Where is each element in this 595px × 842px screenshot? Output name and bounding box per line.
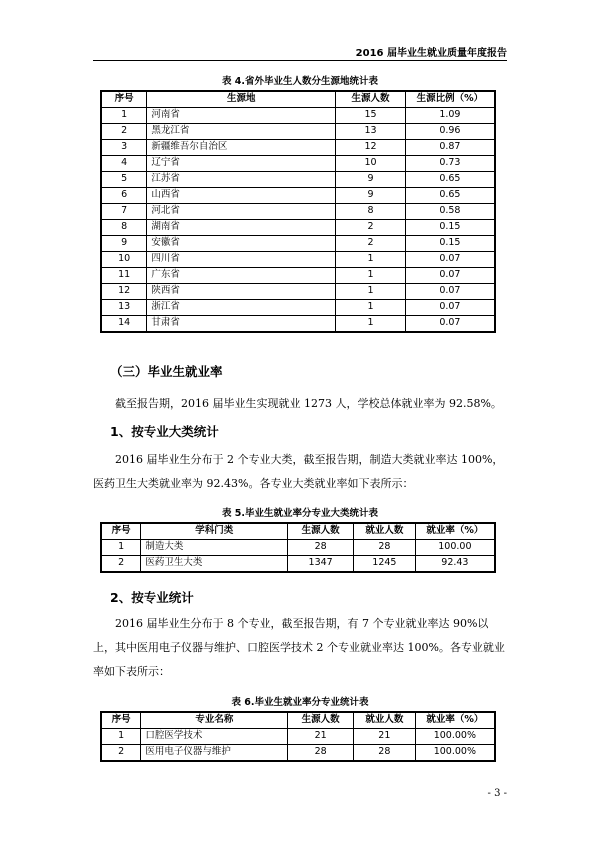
table4-cell: 8 (336, 204, 406, 220)
table4-cell: 辽宁省 (147, 156, 336, 172)
table6-caption: 表 6.毕业生就业率分专业统计表 (231, 697, 369, 708)
table5-caption: 表 5.毕业生就业率分专业大类统计表 (221, 508, 379, 519)
table4-cell: 陕西省 (147, 284, 336, 300)
table4-cell: 7 (101, 204, 147, 220)
table4-cell: 浙江省 (147, 300, 336, 316)
table-row (101, 540, 495, 556)
table4-cell: 9 (101, 236, 147, 252)
table4-cell: 安徽省 (147, 236, 336, 252)
table4-cell: 湖南省 (147, 220, 336, 236)
table6-cell: 2 (101, 745, 141, 762)
table4-cell: 0.07 (405, 300, 495, 316)
table-row (101, 140, 495, 156)
table-row (101, 108, 495, 124)
table-row (101, 300, 495, 316)
table4-cell: 0.07 (405, 284, 495, 300)
table4-header-cell: 序号 (101, 91, 147, 108)
table6-cell: 21 (354, 729, 416, 745)
table6-cell: 28 (354, 745, 416, 762)
table4-cell: 9 (336, 172, 406, 188)
table4-cell: 0.07 (405, 316, 495, 333)
table4-cell: 山西省 (147, 188, 336, 204)
table4-cell: 0.65 (405, 188, 495, 204)
table5-cell: 1245 (354, 556, 416, 573)
table-row (101, 316, 495, 333)
table-row (101, 268, 495, 284)
table4-cell: 江苏省 (147, 172, 336, 188)
table5 (100, 522, 496, 573)
table6-cell: 100.00% (415, 729, 495, 745)
table4-body (101, 108, 495, 333)
running-header: 2016 届毕业生就业质量年度报告 (355, 48, 507, 59)
table4-cell: 2 (336, 236, 406, 252)
table5-header-cell: 就业人数 (354, 523, 416, 540)
table4-cell: 4 (101, 156, 147, 172)
subsection-title-1: 1、按专业大类统计 (110, 424, 219, 439)
table6-cell: 口腔医学技术 (141, 729, 288, 745)
table-row (101, 204, 495, 220)
table-row (101, 556, 495, 573)
table4-cell: 15 (336, 108, 406, 124)
paragraph-2: 2016 届毕业生分布于 2 个专业大类，截至报告期，制造大类就业率达 100%，医药卫生大类就业率为 92.43%。各专业大类就业率如下表所示： (93, 453, 504, 490)
table5-header-cell: 就业率（%） (415, 523, 495, 540)
table6-header-cell: 序号 (101, 712, 141, 729)
table4-cell: 0.87 (405, 140, 495, 156)
table4-cell: 2 (336, 220, 406, 236)
table4-cell: 甘肃省 (147, 316, 336, 333)
table6-cell: 100.00% (415, 745, 495, 762)
table4-cell: 14 (101, 316, 147, 333)
table-row (101, 284, 495, 300)
table5-cell: 2 (101, 556, 141, 573)
table4-cell: 1 (336, 284, 406, 300)
table4-header-cell: 生源地 (147, 91, 336, 108)
table5-header-row (101, 523, 495, 540)
table-row (101, 124, 495, 140)
table-row (101, 236, 495, 252)
table5-cell: 28 (288, 540, 354, 556)
table6-header-cell: 生源人数 (288, 712, 354, 729)
table6-header-cell: 就业率（%） (415, 712, 495, 729)
header-rule (93, 60, 507, 61)
table4-cell: 2 (101, 124, 147, 140)
table6 (100, 711, 496, 762)
table4-cell: 0.73 (405, 156, 495, 172)
section-title: （三）毕业生就业率 (110, 364, 223, 379)
table4-caption: 表 4.省外毕业生人数分生源地统计表 (221, 76, 379, 87)
table4-cell: 12 (336, 140, 406, 156)
table5-header (101, 523, 495, 540)
table4-cell: 12 (101, 284, 147, 300)
table4-cell: 1 (336, 268, 406, 284)
table-row (101, 729, 495, 745)
table4-cell: 5 (101, 172, 147, 188)
table4-cell: 河南省 (147, 108, 336, 124)
table5-cell: 1347 (288, 556, 354, 573)
table5-cell: 医药卫生大类 (141, 556, 288, 573)
paragraph-3: 2016 届毕业生分布于 8 个专业，截至报告期，有 7 个专业就业率达 90%以上，其中医用电子仪器与维护、口腔医学技术 2 个专业就业率达 100%。各专业就业率如下表所示： (93, 617, 505, 678)
table6-header-cell: 就业人数 (354, 712, 416, 729)
table4-cell: 0.07 (405, 268, 495, 284)
table4-cell: 8 (101, 220, 147, 236)
table-row (101, 172, 495, 188)
table4-cell: 3 (101, 140, 147, 156)
table4-cell: 1 (336, 316, 406, 333)
table4-header-row (101, 91, 495, 108)
table4-cell: 1 (336, 252, 406, 268)
table4-cell: 河北省 (147, 204, 336, 220)
table4-cell: 13 (101, 300, 147, 316)
table6-cell: 21 (288, 729, 354, 745)
table5-header-cell: 序号 (101, 523, 141, 540)
table6-header-row (101, 712, 495, 729)
table5-cell: 92.43 (415, 556, 495, 573)
table4-cell: 广东省 (147, 268, 336, 284)
table4-cell: 0.15 (405, 220, 495, 236)
table5-body (101, 540, 495, 573)
table6-cell: 医用电子仪器与维护 (141, 745, 288, 762)
table-row (101, 156, 495, 172)
table6-header-cell: 专业名称 (141, 712, 288, 729)
table6-cell: 28 (288, 745, 354, 762)
table4-cell: 6 (101, 188, 147, 204)
table5-cell: 1 (101, 540, 141, 556)
table4-cell: 四川省 (147, 252, 336, 268)
page-number: - 3 - (487, 788, 507, 799)
subsection-title-2: 2、按专业统计 (110, 590, 194, 605)
table6-body (101, 729, 495, 762)
table4-cell: 新疆维吾尔自治区 (147, 140, 336, 156)
table4-header-cell: 生源比例（%） (405, 91, 495, 108)
table4-cell: 0.96 (405, 124, 495, 140)
table-row (101, 745, 495, 762)
table4-header-cell: 生源人数 (336, 91, 406, 108)
paragraph-1: 截至报告期，2016 届毕业生实现就业 1273 人，学校总体就业率为 92.58%。 (115, 397, 502, 410)
table5-cell: 100.00 (415, 540, 495, 556)
table4 (100, 90, 496, 333)
table5-header-cell: 生源人数 (288, 523, 354, 540)
table4-cell: 黑龙江省 (147, 124, 336, 140)
table4-cell: 1 (101, 108, 147, 124)
table4-cell: 10 (101, 252, 147, 268)
table4-header (101, 91, 495, 108)
table4-cell: 0.15 (405, 236, 495, 252)
table6-header (101, 712, 495, 729)
table4-cell: 0.58 (405, 204, 495, 220)
table4-cell: 1 (336, 300, 406, 316)
table4-cell: 10 (336, 156, 406, 172)
table4-cell: 0.65 (405, 172, 495, 188)
table-row (101, 220, 495, 236)
table-row (101, 188, 495, 204)
table6-cell: 1 (101, 729, 141, 745)
table4-cell: 13 (336, 124, 406, 140)
table4-cell: 9 (336, 188, 406, 204)
table4-cell: 11 (101, 268, 147, 284)
table4-cell: 0.07 (405, 252, 495, 268)
table-row (101, 252, 495, 268)
table5-header-cell: 学科门类 (141, 523, 288, 540)
table4-cell: 1.09 (405, 108, 495, 124)
table5-cell: 制造大类 (141, 540, 288, 556)
table5-cell: 28 (354, 540, 416, 556)
